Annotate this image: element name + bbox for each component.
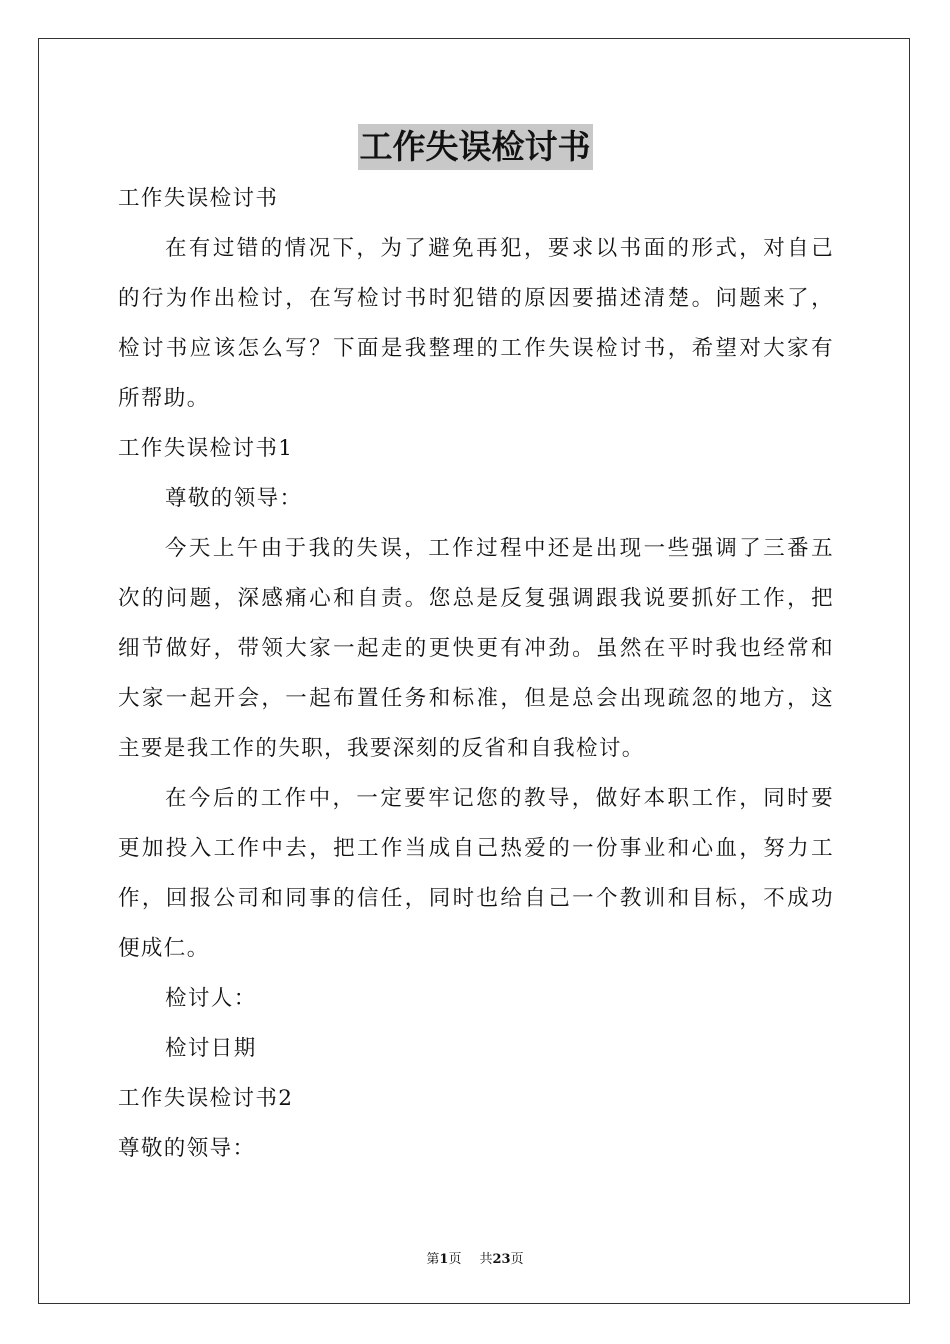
total-pages: 23 xyxy=(492,1252,511,1267)
paragraph-line: 便成仁。 xyxy=(118,936,210,961)
page-footer xyxy=(0,1248,950,1267)
paragraph-line: 大家一起开会，一起布置任务和标准，但是总会出现疏忽的地方，这 xyxy=(118,686,834,711)
page-suffix: 页 xyxy=(448,1252,462,1267)
paragraph-line: 在今后的工作中，一定要牢记您的教导，做好本职工作，同时要 xyxy=(165,786,834,811)
paragraph-line: 在有过错的情况下，为了避免再犯，要求以书面的形式，对自己 xyxy=(165,236,834,261)
paragraph-line: 检讨书应该怎么写？下面是我整理的工作失误检讨书，希望对大家有 xyxy=(118,336,834,361)
paragraph-line: 更加投入工作中去，把工作当成自己热爱的一份事业和心血，努力工 xyxy=(118,836,834,861)
title-container xyxy=(0,124,950,170)
document-body xyxy=(118,174,834,1174)
date-label: 检讨日期 xyxy=(165,1036,257,1061)
paragraph-line: 主要是我工作的失职，我要深刻的反省和自我检讨。 xyxy=(118,736,645,761)
paragraph-line: 作，回报公司和同事的信任，同时也给自己一个教训和目标，不成功 xyxy=(118,886,834,911)
total-suffix: 页 xyxy=(510,1252,524,1267)
page-number: 1 xyxy=(439,1252,449,1267)
total-prefix: 共 xyxy=(479,1252,493,1267)
page-prefix: 第 xyxy=(426,1252,440,1267)
document-title: 工作失误检讨书 xyxy=(358,124,593,170)
paragraph-line: 的行为作出检讨，在写检讨书时犯错的原因要描述清楚。问题来了， xyxy=(118,286,834,311)
salutation: 尊敬的领导： xyxy=(165,486,303,511)
section-heading: 工作失误检讨书1 xyxy=(118,436,294,461)
section-heading: 工作失误检讨书2 xyxy=(118,1086,294,1111)
salutation: 尊敬的领导： xyxy=(118,1136,256,1161)
signature-label: 检讨人： xyxy=(165,986,257,1011)
paragraph-line: 细节做好，带领大家一起走的更快更有冲劲。虽然在平时我也经常和 xyxy=(118,636,834,661)
paragraph-line: 今天上午由于我的失误，工作过程中还是出现一些强调了三番五 xyxy=(165,536,834,561)
paragraph-line: 所帮助。 xyxy=(118,386,210,411)
section-heading: 工作失误检讨书 xyxy=(118,186,279,211)
paragraph-line: 次的问题，深感痛心和自责。您总是反复强调跟我说要抓好工作，把 xyxy=(118,586,834,611)
